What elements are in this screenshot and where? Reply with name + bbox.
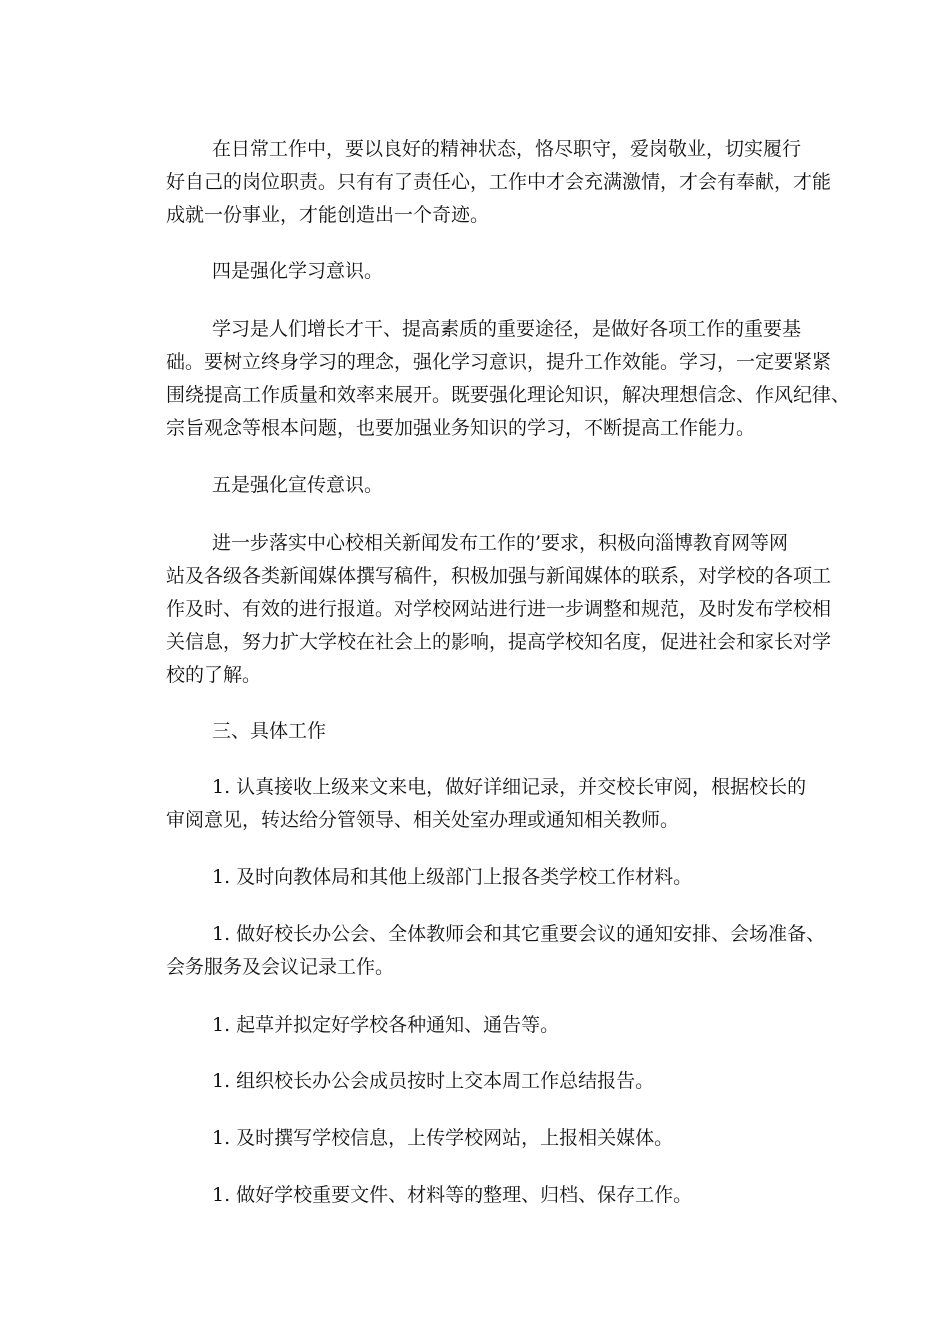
text-line: 进一步落实中心校相关新闻发布工作的’要求，积极向淄博教育网等网 — [212, 532, 789, 554]
text-line: 1. 认真接收上级来文来电，做好详细记录，并交校长审阅，根据校长的 — [212, 776, 807, 798]
section-heading: 四是强化学习意识。 — [212, 260, 384, 282]
text-line: 础。要树立终身学习的理念，强化学习意识，提升工作效能。学习，一定要紧紧 — [166, 351, 832, 373]
list-item — [166, 1065, 816, 1098]
text-line: 1. 做好学校重要文件、材料等的整理、归档、保存工作。 — [212, 1184, 693, 1206]
list-item — [166, 1179, 816, 1212]
document-body — [166, 133, 851, 1234]
text-line: 宗旨观念等根本问题，也要加强业务知识的学习，不断提高工作能力。 — [166, 417, 756, 439]
text-line: 1. 及时撰写学校信息，上传学校网站，上报相关媒体。 — [212, 1127, 674, 1149]
heading-publicity-awareness — [166, 469, 816, 502]
list-item — [166, 861, 816, 894]
text-line: 审阅意见，转达给分管领导、相关处室办理或通知相关教师。 — [166, 809, 680, 831]
list-item — [166, 1009, 816, 1042]
text-line: 1. 做好校长办公会、全体教师会和其它重要会议的通知安排、会场准备、 — [212, 923, 826, 945]
paragraph-publicity — [166, 527, 832, 692]
heading-specific-work — [166, 715, 816, 748]
section-heading: 五是强化宣传意识。 — [212, 474, 384, 496]
list-item — [166, 918, 826, 984]
heading-study-awareness — [166, 255, 816, 288]
text-line: 成就一份事业，才能创造出一个奇迹。 — [166, 204, 490, 226]
text-line: 站及各级各类新闻媒体撰写稿件，积极加强与新闻媒体的联系，对学校的各项工 — [166, 565, 832, 587]
text-line: 校的了解。 — [166, 664, 262, 686]
text-line: 1. 组织校长办公会成员按时上交本周工作总结报告。 — [212, 1070, 655, 1092]
text-line: 会务服务及会议记录工作。 — [166, 956, 395, 978]
text-line: 在日常工作中，要以良好的精神状态，恪尽职守，爱岗敬业，切实履行 — [212, 138, 802, 160]
text-line: 学习是人们增长才干、提高素质的重要途径，是做好各项工作的重要基 — [212, 318, 802, 340]
text-line: 围绕提高工作质量和效率来展开。既要强化理论知识，解决理想信念、作风纪律、 — [166, 384, 851, 406]
section-heading: 三、具体工作 — [212, 720, 327, 742]
text-line: 1. 起草并拟定好学校各种通知、通告等。 — [212, 1014, 560, 1036]
paragraph-study — [166, 313, 851, 445]
list-item — [166, 771, 816, 837]
text-line: 1. 及时向教体局和其他上级部门上报各类学校工作材料。 — [212, 866, 693, 888]
list-item — [166, 1122, 816, 1155]
text-line: 好自己的岗位职责。只有有了责任心，工作中才会充满激情，才会有奉献，才能 — [166, 171, 832, 193]
paragraph-responsibility — [166, 133, 832, 232]
text-line: 关信息，努力扩大学校在社会上的影响，提高学校知名度，促进社会和家长对学 — [166, 631, 832, 653]
text-line: 作及时、有效的进行报道。对学校网站进行进一步调整和规范，及时发布学校相 — [166, 598, 832, 620]
